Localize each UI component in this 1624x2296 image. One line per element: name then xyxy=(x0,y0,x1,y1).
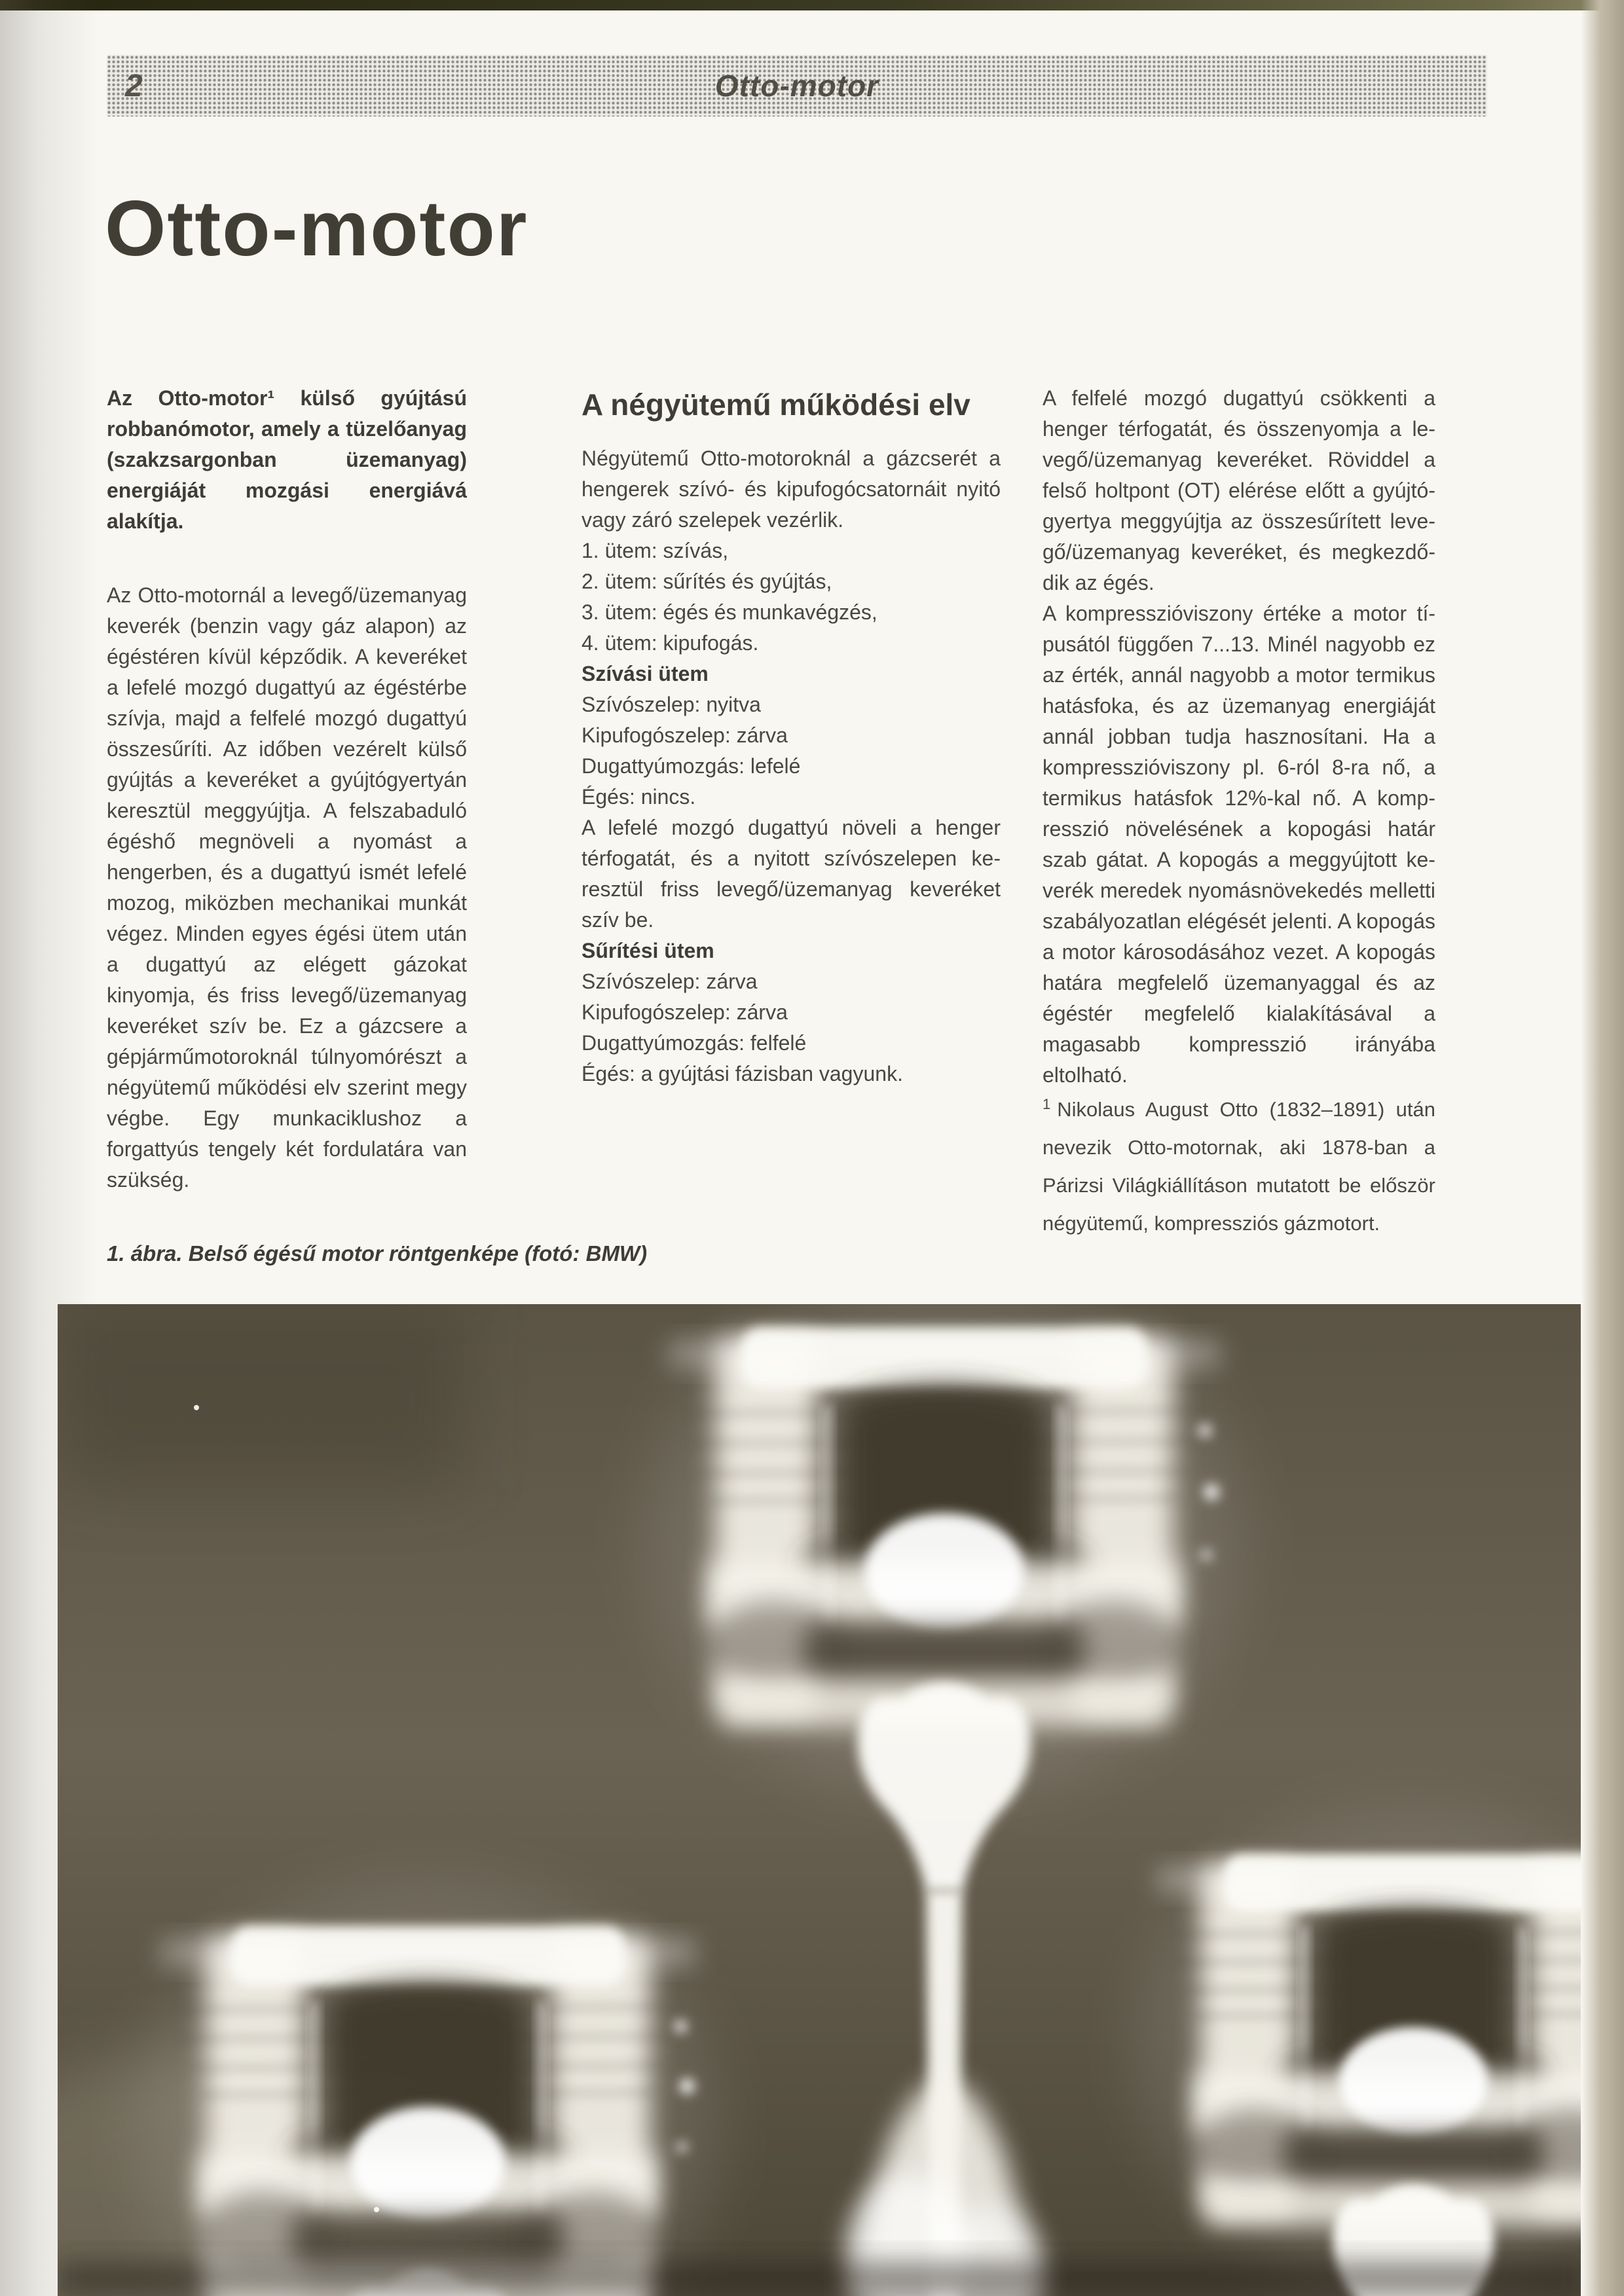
page-title: Otto-motor xyxy=(105,185,528,273)
intake-state-line: Kipufogószelep: zárva xyxy=(581,723,788,747)
column-middle xyxy=(581,383,1001,1089)
stroke-item: 3. ütem: égés és munkavégzés, xyxy=(581,600,877,624)
stroke-list xyxy=(581,536,1001,659)
compression-state-line: Égés: a gyújtási fázisban vagyunk. xyxy=(581,1062,903,1085)
running-header-title: Otto-motor xyxy=(714,69,879,103)
figure-caption: 1. ábra. Belső égésű motor röntgenképe (fotó: BMW) xyxy=(107,1241,648,1266)
compression-state-line: Szívószelep: zárva xyxy=(581,970,758,993)
intake-state-line: Dugattyúmozgás: lefelé xyxy=(581,754,801,778)
footnote-text: Nikolaus August Otto (1832–1891) után nevezik Otto-motornak, aki 1878-ban a Párizsi Világkiállításon mutatott be először négyütemű, kompressziós gázmotort. xyxy=(1043,1098,1435,1235)
scan-top-edge xyxy=(0,0,1624,10)
stroke-item: 1. ütem: szívás, xyxy=(581,539,729,562)
stroke-item: 4. ütem: kipufogás. xyxy=(581,631,759,655)
xray-photo-graphic xyxy=(58,1304,1581,2296)
stroke-item: 2. ütem: sűrítés és gyújtás, xyxy=(581,570,832,593)
scan-right-page-edge xyxy=(1581,0,1624,2296)
footnote xyxy=(1043,1091,1435,1243)
intake-state-line: Szívószelep: nyitva xyxy=(581,693,761,716)
footnote-marker: 1 xyxy=(1043,1095,1051,1112)
body-paragraph: Az Otto-motornál a levegő/üzemanyag keverék (benzin vagy gáz alapon) az égéstéren kívül képződik. A keveréket a lefelé mozgó dugattyú az égéstérbe szívja, majd a felfelé mozgó dugattyú összesűríti. Az időben vezérelt külső gyújtás a keveréket a gyújtógyertyán keresztül meggyújtja. A felszabaduló égéshő megnöveli a nyomást a hengerben, és a dugattyú ismét lefelé mozog, miközben mechanikai munkát végez. Minden egyes égési ütem után a dugattyú az elégett gázokat kinyomja, és friss levegő/üzemanyag keveréket szív be. Ez a gázcsere a gépjárműmotoroknál túlnyomórészt a négyütemű működési elv szerint megy végbe. Egy munkaciklushoz a forgattyús tengely két fordulatára van szükség. xyxy=(107,583,467,1192)
compression-ratio-para: A kompresszióviszony értéke a motor típusától függően 7...13. Minél nagyobb ez az érték, annál nagyobb a motor termikus hatásfoka, és az üzemanyag energiáját annál jobban tudja hasznosítani. Ha a kompresszióviszony pl. 6-ról 8-ra nő, a termikus hatásfok 12%-kal nő. A kompresszió növelésének a kopogási határ szab gátat. A kopogás a meggyújtott keverék meredek nyomásnövekedés melletti szabályozatlan elégését jelenti. A kopogás a motor károsodásához vezet. A kopogás határa megfelelő üzemanyaggal és az égéstér megfelelő kialakításával a magasabb kompresszió irányába eltolható. xyxy=(1043,602,1435,1087)
column-right xyxy=(1043,383,1435,1243)
subheading-intake-stroke: Szívási ütem xyxy=(581,662,709,685)
intake-state-line: Égés: nincs. xyxy=(581,785,696,809)
compression-state-line: Kipufogószelep: zárva xyxy=(581,1000,788,1024)
column-left xyxy=(107,383,467,1195)
running-header-bar xyxy=(107,55,1487,117)
figure-photo-xray-engine xyxy=(58,1304,1581,2296)
compression-para: A felfelé mozgó dugattyú csökkenti a henger térfogatát, és összenyomja a levegő/üzemanyag keveréket. Röviddel a felső holtpont (OT) elérése előtt a gyújtógyertya meggyújtja az összesűrített levegő/üzemanyag keveréket, és megkezdődik az égés. xyxy=(1043,386,1435,594)
lead-paragraph: Az Otto-motor¹ külső gyújtású robbanómotor, amely a tüzelőanyag (szakzsargonban üzemanyag) energiáját mozgási energiává alakítja. xyxy=(107,386,467,533)
section-heading-four-stroke: A négyütemű működési elv xyxy=(581,388,970,422)
compression-state-line: Dugattyúmozgás: felfelé xyxy=(581,1031,807,1055)
four-stroke-intro: Négyütemű Otto-motoroknál a gázcserét a hengerek szívó- és kipufogócsatornáit nyitó vagy záró szelepek vezérlik. xyxy=(581,446,1001,532)
subheading-compression-stroke: Sűrítési ütem xyxy=(581,939,714,962)
page-number: 2 xyxy=(125,68,143,103)
intake-body: A lefelé mozgó dugattyú növeli a henger térfogatát, és a nyitott szívószelepen keresztül friss levegő/üzemanyag keveréket szív be. xyxy=(581,816,1001,932)
